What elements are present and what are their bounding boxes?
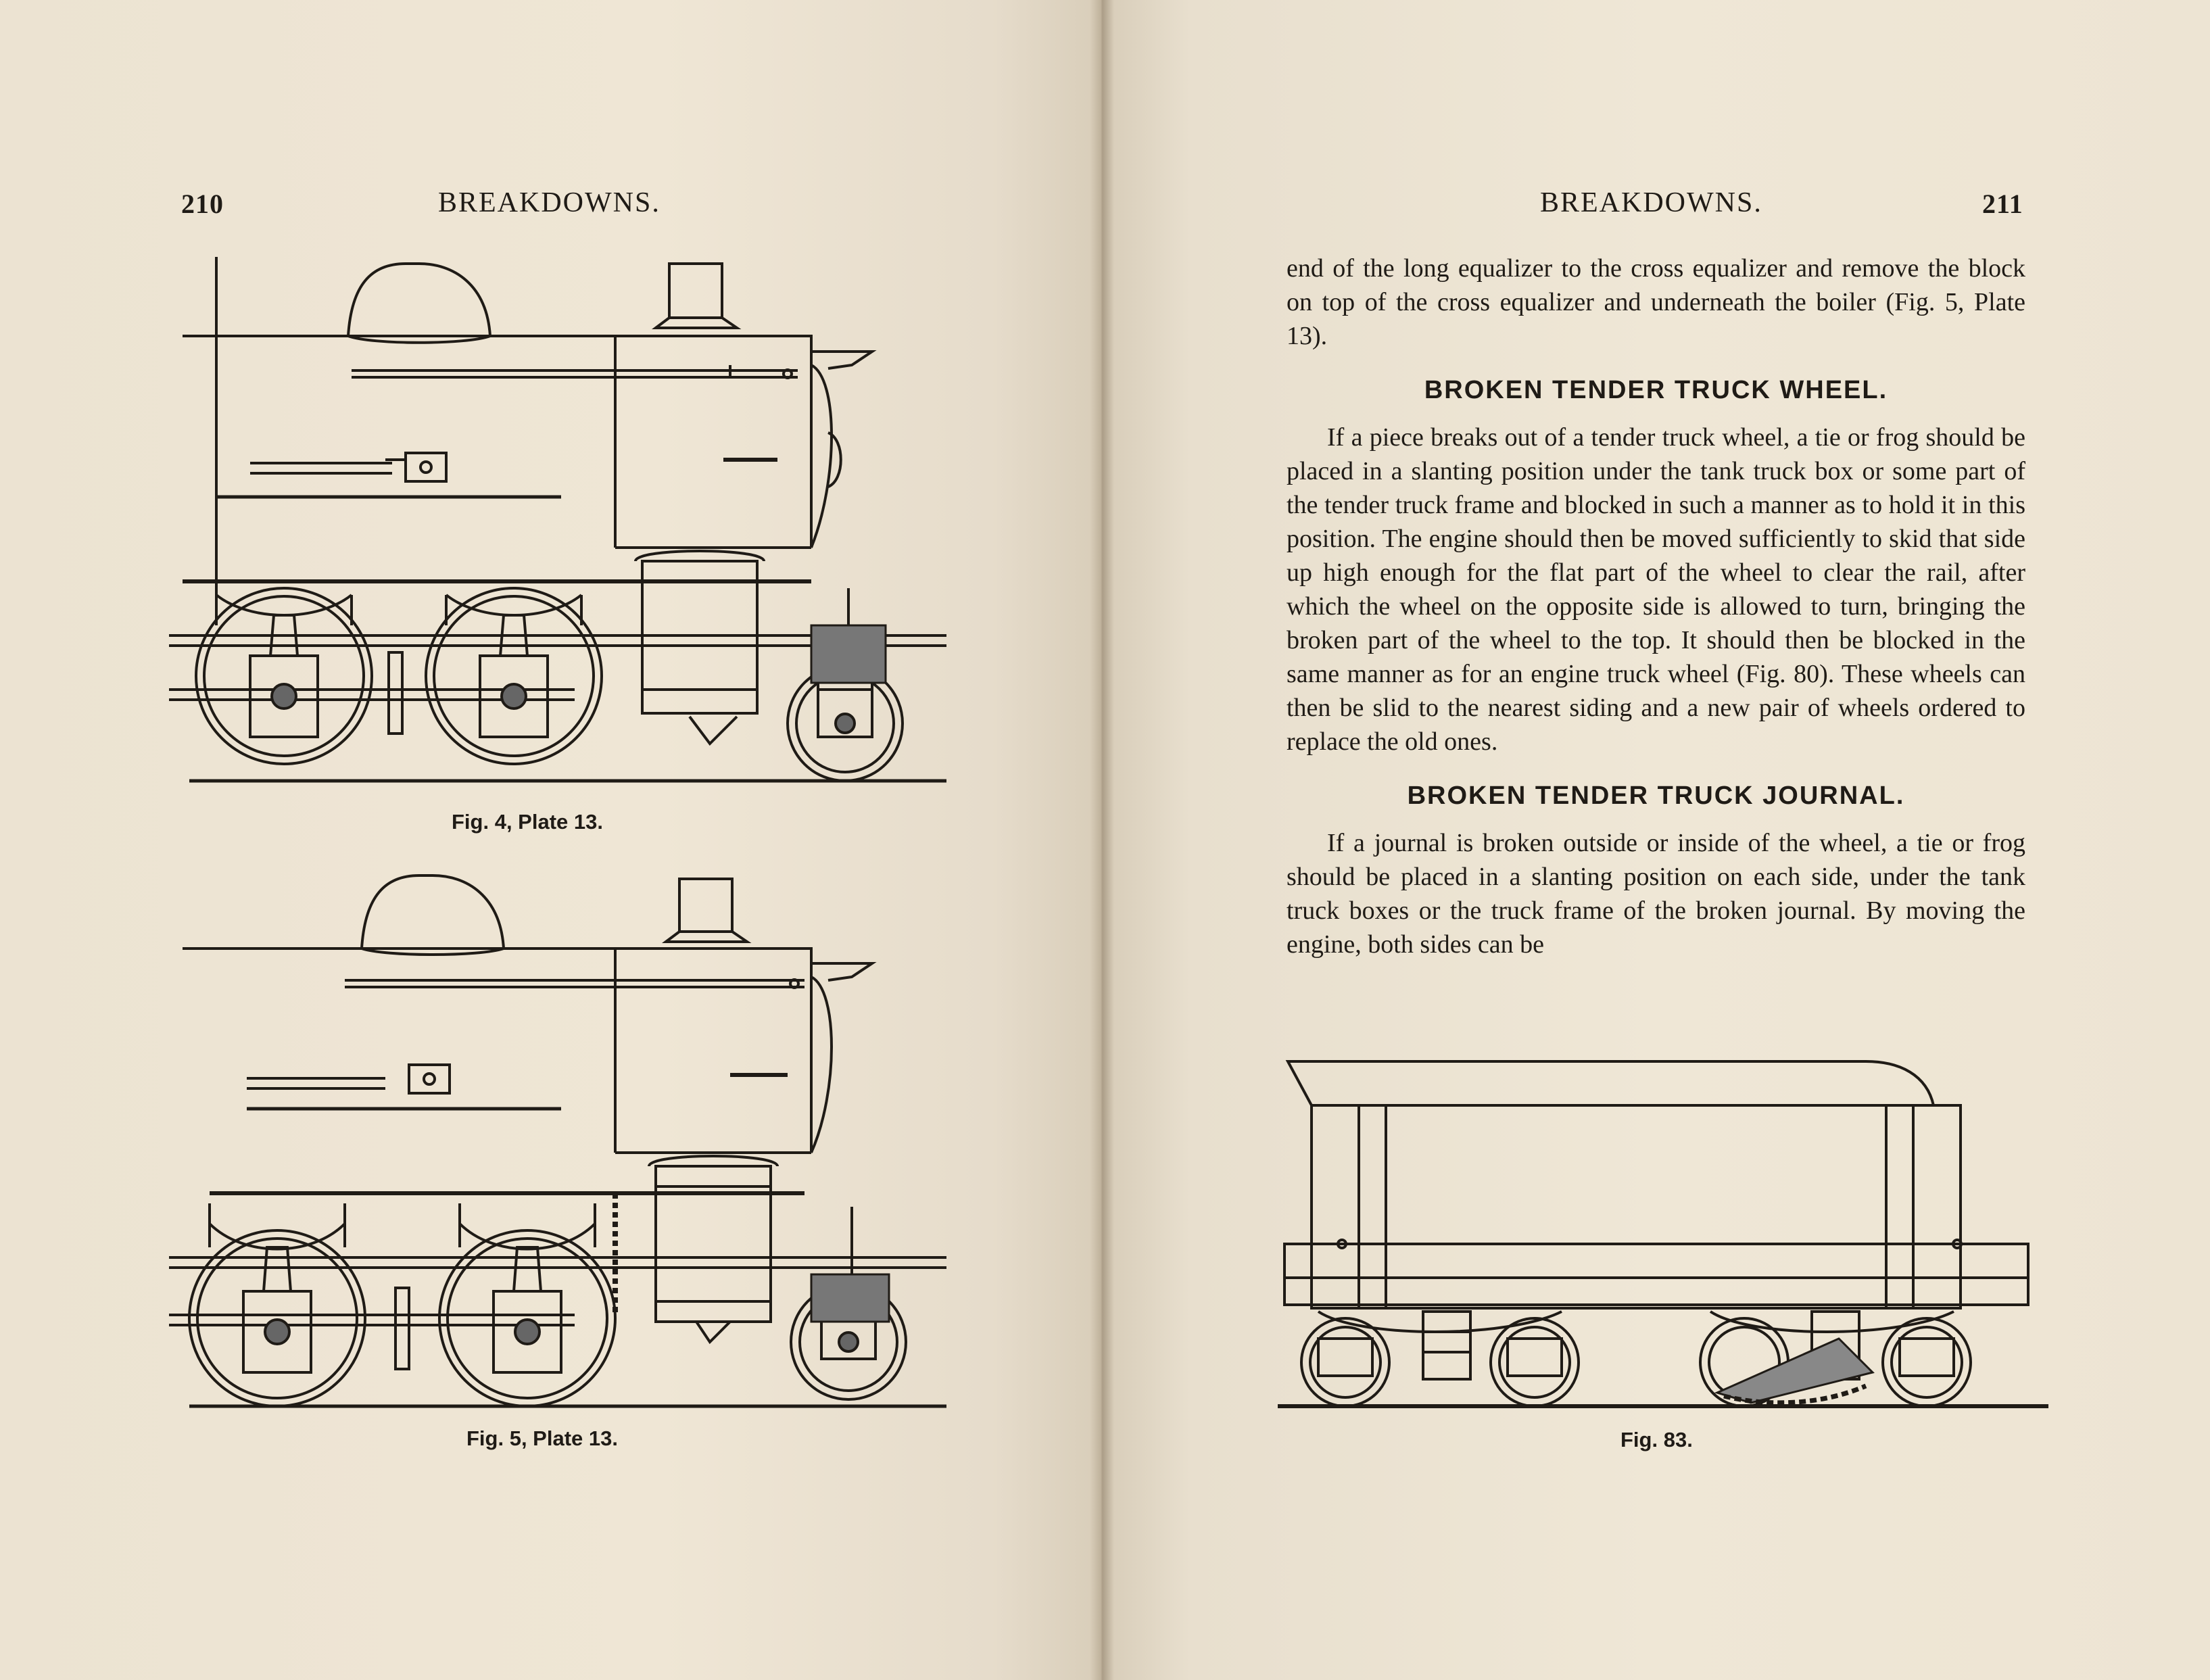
figure-5-caption: Fig. 5, Plate 13. [466, 1426, 618, 1450]
figure-83-caption: Fig. 83. [1620, 1428, 1693, 1451]
left-page-number: 210 [181, 189, 224, 219]
heading-broken-tender-truck-wheel: BROKEN TENDER TRUCK WHEEL. [1424, 376, 1888, 404]
right-running-head: BREAKDOWNS. [1540, 187, 1762, 218]
figure-83-tender-drawing [1278, 1055, 2048, 1420]
paragraph-continuation: end of the long equalizer to the cross equalizer and remove the block on top of the cross equalizer and underneath the boiler (Fig. 5, Plate 13). [1287, 254, 2025, 350]
heading-broken-tender-truck-journal: BROKEN TENDER TRUCK JOURNAL. [1407, 782, 1905, 810]
figure-4-locomotive-drawing [169, 257, 946, 798]
figure-4-caption: Fig. 4, Plate 13. [452, 810, 603, 834]
paragraph-tender-truck-wheel: If a piece breaks out of a tender truck wheel, a tie or frog should be placed in a slanting position under the tank truck box or some part of the tender truck frame and blocked in such a manner as to hold it in this position. The engine should then be moved sufficiently to skid that side up high enough for the flat part of the wheel to clear the rail, after which the wheel on the opposite side is allowed to turn, bringing the broken part of the wheel to the top. It should then be blocked in the same manner as for an engine truck wheel (Fig. 80). These wheels can then be slid to the nearest siding and a new pair of wheels ordered to replace the old ones. [1287, 423, 2025, 756]
right-page-text [1287, 251, 2025, 961]
left-running-head: BREAKDOWNS. [438, 187, 660, 218]
book-gutter [1090, 0, 1114, 1680]
paragraph-tender-truck-journal: If a journal is broken outside or inside of the wheel, a tie or frog should be placed in a slanting position on each side, under the tank truck boxes or the truck frame of the broken journal. By moving the engine, both sides can be [1287, 829, 2025, 959]
figure-5-locomotive-drawing [169, 869, 946, 1416]
right-page-number: 211 [1982, 189, 2023, 219]
